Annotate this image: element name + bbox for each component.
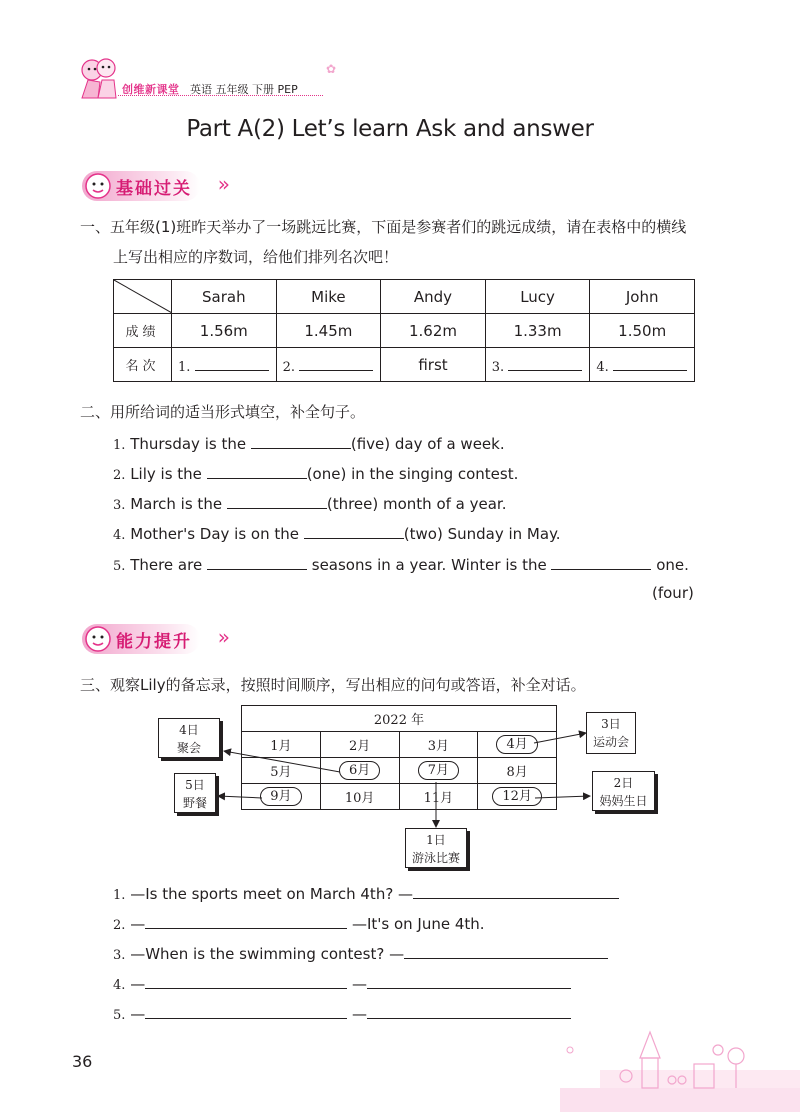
note-date: 1日 [426, 833, 446, 847]
score-cell: 1.62m [381, 314, 486, 348]
item-number: 5. [113, 1008, 126, 1023]
item-number: 2. [113, 918, 126, 933]
name-cell: Mike [276, 280, 381, 314]
item-text-after: (three) month of a year. [326, 495, 507, 513]
item-text-after: one. [656, 556, 689, 574]
rank-cell-given: first [381, 348, 486, 382]
dialog-pre: — [130, 915, 146, 933]
section-advanced-label: 能力提升 [116, 632, 192, 652]
dialog-text: —It's on June 4th. [351, 915, 485, 933]
note-sports [586, 712, 636, 754]
circled-month: 7月 [418, 761, 459, 780]
section-basic-label: 基础过关 [116, 179, 192, 199]
q1-prompt-line2: 上写出相应的序数词，给他们排列名次吧！ [113, 248, 399, 266]
dialog-text: —Is the sports meet on March 4th? — [130, 885, 414, 903]
rank-number: 1. [178, 360, 191, 375]
calendar-row [242, 732, 557, 758]
item-number: 4. [113, 978, 126, 993]
score-cell: 1.33m [485, 314, 590, 348]
page-title: Part A(2) Let’s learn Ask and answer [186, 116, 594, 142]
item-text-after: (two) Sunday in May. [403, 525, 561, 543]
dialog-item [113, 1002, 571, 1026]
note-event: 运动会 [592, 735, 629, 749]
page-number: 36 [72, 1052, 93, 1071]
month-cell: 3月 [399, 732, 478, 758]
item-text-before: March is the [130, 495, 223, 513]
dialog-pre: — [130, 1005, 146, 1023]
item-text-before: Lily is the [130, 465, 202, 483]
dialog-item [113, 972, 571, 996]
note-date: 4日 [179, 723, 199, 737]
note-event: 游泳比赛 [411, 851, 460, 865]
month-cell-circled [478, 732, 557, 758]
dialog-text: —When is the swimming contest? — [130, 945, 405, 963]
note-date: 5日 [185, 778, 205, 792]
dialog-text: — [351, 1005, 367, 1023]
footer-decoration-icon [560, 1018, 800, 1112]
item-number: 1. [113, 438, 126, 453]
dialog-pre: — [130, 975, 146, 993]
note-event: 聚会 [176, 741, 201, 755]
memo-calendar [241, 705, 557, 810]
answer-blank[interactable] [413, 882, 619, 899]
q3-prompt: 三、观察Lily的备忘录，按照时间顺序，写出相应的问句或答语，补全对话。 [80, 676, 586, 694]
item-text-middle: seasons in a year. Winter is the [311, 556, 547, 574]
row-label-rank: 名次 [114, 348, 172, 382]
score-cell: 1.50m [590, 314, 695, 348]
name-cell: Andy [381, 280, 486, 314]
month-cell-circled [242, 784, 321, 810]
month-cell: 10月 [320, 784, 399, 810]
item-number: 4. [113, 528, 126, 543]
note-event: 野餐 [182, 796, 207, 810]
note-picnic [174, 773, 216, 813]
q2-prompt: 二、用所给词的适当形式填空，补全句子。 [80, 403, 366, 421]
q2-item5-hint: (four) [652, 584, 694, 602]
note-swim-contest [405, 828, 467, 868]
month-cell: 5月 [242, 758, 321, 784]
note-mom-birthday [592, 771, 655, 811]
score-cell: 1.56m [172, 314, 277, 348]
month-cell-circled [320, 758, 399, 784]
item-number: 3. [113, 498, 126, 513]
star-decoration-icon: ✿ [326, 62, 337, 76]
answer-blank[interactable] [367, 1002, 571, 1019]
month-cell: 2月 [320, 732, 399, 758]
dialog-text: — [351, 975, 367, 993]
item-number: 2. [113, 468, 126, 483]
rank-number: 2. [282, 360, 295, 375]
answer-blank[interactable] [145, 1002, 347, 1019]
answer-blank[interactable] [145, 972, 347, 989]
item-text-before: Mother's Day is on the [130, 525, 300, 543]
rank-number: 3. [491, 360, 505, 375]
name-cell: John [590, 280, 695, 314]
month-cell: 11月 [399, 784, 478, 810]
name-cell: Sarah [172, 280, 277, 314]
item-text-before: There are [130, 556, 203, 574]
answer-blank[interactable] [367, 972, 571, 989]
dialog-item [113, 912, 485, 936]
circled-month: 9月 [260, 787, 301, 806]
calendar-row [242, 758, 557, 784]
month-cell: 8月 [478, 758, 557, 784]
rank-number: 4. [596, 360, 609, 375]
calendar-year: 2022 年 [242, 706, 557, 732]
circled-month: 4月 [496, 735, 537, 754]
note-party [158, 718, 220, 758]
item-number: 1. [113, 888, 126, 903]
row-label-score: 成绩 [114, 314, 172, 348]
circled-month: 12月 [492, 787, 542, 806]
dialog-item [113, 942, 608, 966]
note-date: 3日 [601, 717, 621, 731]
item-number: 3. [113, 948, 126, 963]
note-date: 2日 [613, 776, 634, 790]
note-event: 妈妈生日 [599, 794, 648, 808]
item-text-after: (one) in the singing contest. [306, 465, 519, 483]
score-cell: 1.45m [276, 314, 381, 348]
item-text-after: (five) day of a week. [350, 435, 505, 453]
subject-info: 英语 五年级 下册 PEP [190, 83, 298, 96]
month-cell-circled [399, 758, 478, 784]
item-text-before: Thursday is the [130, 435, 247, 453]
circled-month: 6月 [339, 761, 380, 780]
chevron-right-icon: » [217, 625, 226, 649]
month-cell-circled [478, 784, 557, 810]
chevron-right-icon: » [217, 172, 226, 196]
q1-prompt-line1: 一、五年级(1)班昨天举办了一场跳远比赛，下面是参赛者们的跳远成绩，请在表格中的横线 [80, 218, 687, 236]
calendar-row [242, 784, 557, 810]
month-cell: 1月 [242, 732, 321, 758]
item-number: 5. [113, 559, 126, 574]
dialog-item [113, 882, 619, 906]
answer-blank[interactable] [404, 942, 608, 959]
name-cell: Lucy [485, 280, 590, 314]
answer-blank[interactable] [145, 912, 347, 929]
brand-name: 创维新课堂 [122, 83, 180, 96]
